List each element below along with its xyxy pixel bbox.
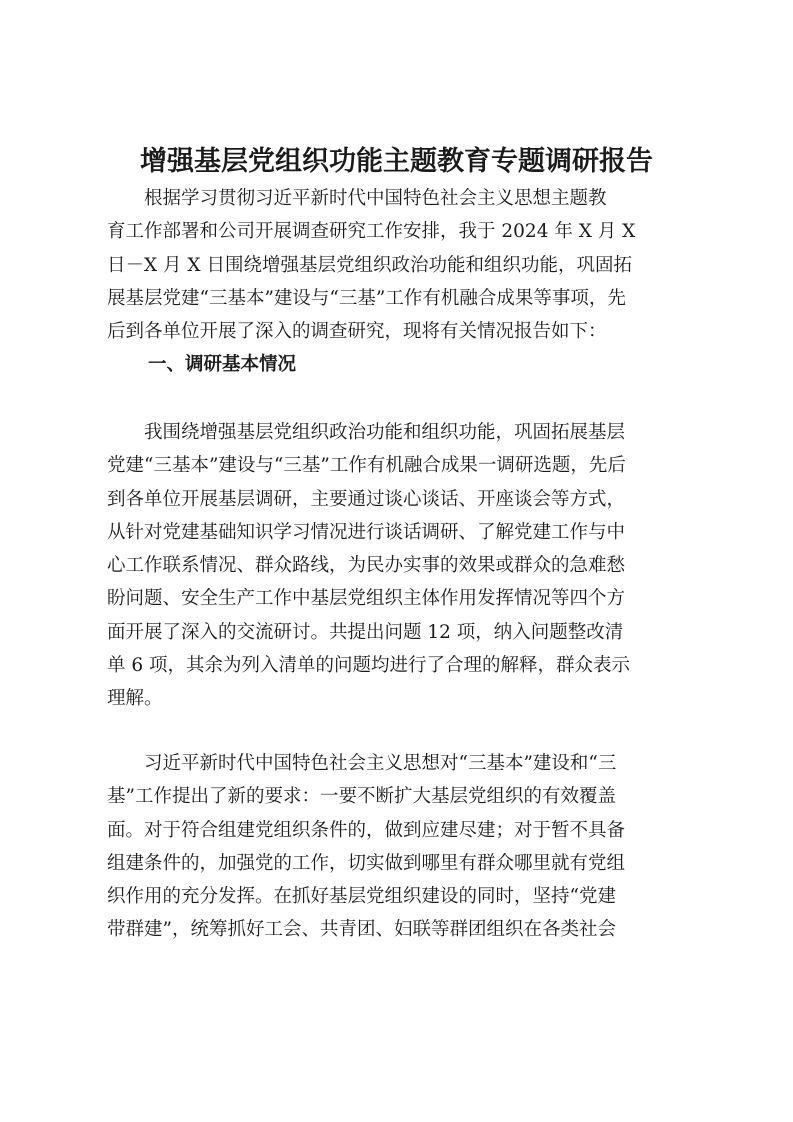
- paragraph-survey: [107, 416, 695, 716]
- paragraph-line: 根据学习贯彻习近平新时代中国特色社会主义思想主题教: [144, 188, 607, 209]
- document-title: 增强基层党组织功能主题教育专题调研报告: [140, 146, 653, 177]
- paragraph-line: 带群建”，统筹抓好工会、共青团、妇联等群团组织在各类社会: [107, 919, 616, 941]
- paragraph-line: 盼问题、安全生产工作中基层党组织主体作用发挥情况等四个方: [107, 588, 626, 610]
- paragraph-line: 理解。: [107, 688, 163, 710]
- paragraph-line: 组建条件的，加强党的工作，切实做到哪里有群众哪里就有党组: [107, 852, 626, 874]
- paragraph-intro: [107, 182, 695, 348]
- section-heading: 一、调研基本情况: [148, 354, 297, 375]
- paragraph-requirements: [107, 747, 695, 947]
- paragraph-line: 面。对于符合组建党组织条件的，做到应建尽建；对于暂不具备: [107, 819, 626, 841]
- paragraph-line: 日－X 月 X 日围绕增强基层党组织政治功能和组织功能，巩固拓: [107, 254, 632, 276]
- paragraph-line: 心工作联系情况、群众路线，为民办实事的效果或群众的急难愁: [107, 555, 626, 577]
- paragraph-line: 基”工作提出了新的要求：一要不断扩大基层党组织的有效覆盖: [107, 786, 616, 808]
- paragraph-line: 单 6 项，其余为列入清单的问题均进行了合理的解释，群众表示: [107, 655, 631, 677]
- paragraph-line: 党建“三基本”建设与“三基”工作有机融合成果一调研选题，先后: [107, 455, 626, 477]
- paragraph-line: 织作用的充分发挥。在抓好基层党组织建设的同时，坚持“党建: [107, 886, 616, 908]
- paragraph-line: 我围绕增强基层党组织政治功能和组织功能，巩固拓展基层: [144, 422, 626, 443]
- paragraph-line: 展基层党建“三基本”建设与“三基”工作有机融合成果等事项，先: [107, 287, 626, 309]
- paragraph-line: 从针对党建基础知识学习情况进行谈话调研、了解党建工作与中: [107, 521, 626, 543]
- paragraph-line: 面开展了深入的交流研讨。共提出问题 12 项，纳入问题整改清: [107, 621, 624, 643]
- paragraph-line: 习近平新时代中国特色社会主义思想对“三基本”建设和“三: [144, 753, 617, 774]
- paragraph-line: 后到各单位开展了深入的调查研究，现将有关情况报告如下：: [107, 321, 607, 343]
- paragraph-line: 育工作部署和公司开展调查研究工作安排，我于 2024 年 X 月 X: [107, 221, 636, 243]
- paragraph-line: 到各单位开展基层调研，主要通过谈心谈话、开座谈会等方式，: [107, 488, 626, 510]
